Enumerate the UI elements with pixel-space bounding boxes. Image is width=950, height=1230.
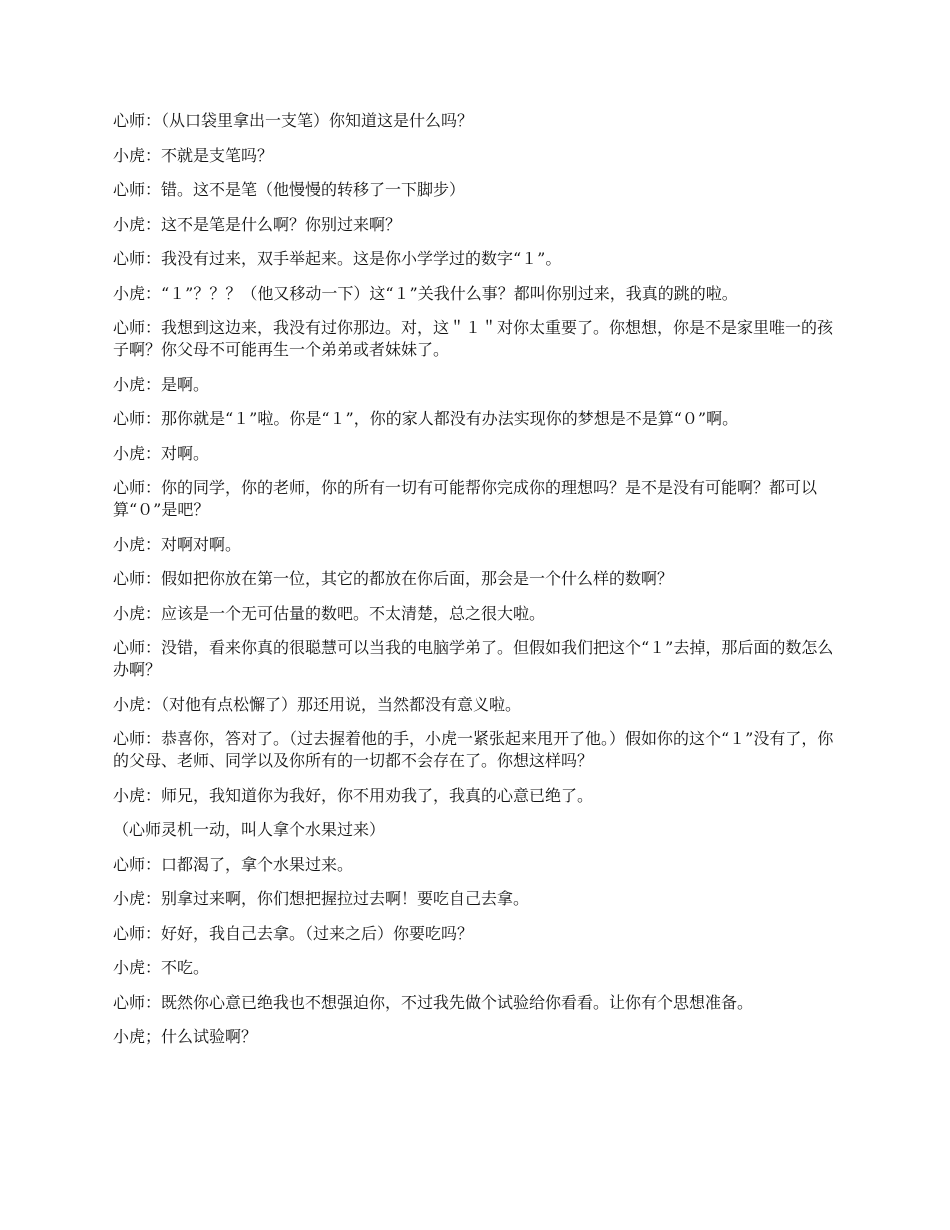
dialogue-line: 心师：既然你心意已绝我也不想强迫你，不过我先做个试验给你看看。让你有个思想准备。 (113, 992, 754, 1012)
dialogue-line: 心师：（从口袋里拿出一支笔）你知道这是什么吗？ (113, 111, 474, 130)
document-page (113, 110, 839, 1061)
dialogue-line: 心师：恭喜你，答对了。（过去握着他的手，小虎一紧张起来甩开了他。）假如你的这个“１”没有了，你的父母、老师、同学以及你所有的一切都不会存在了。你想这样吗？ (113, 729, 834, 770)
dialogue-line: 小虎：“１”？？？（他又移动一下）这“１”关我什么事？都叫你别过来，我真的跳的啦。 (113, 283, 738, 303)
dialogue-line: 心师：好好，我自己去拿。（过来之后）你要吃吗？ (113, 923, 474, 943)
dialogue-line: 小虎：应该是一个无可估量的数吧。不太清楚，总之很大啦。 (113, 603, 546, 623)
dialogue-line: 心师：错。这不是笔（他慢慢的转移了一下脚步） (113, 180, 466, 199)
dialogue-line: 小虎：对啊。 (113, 443, 210, 463)
dialogue-line: 小虎：不吃。 (113, 958, 210, 977)
dialogue-line: 小虎：师兄，我知道你为我好，你不用劝我了，我真的心意已绝了。 (113, 785, 594, 805)
dialogue-line: 小虎：对啊对啊。 (113, 534, 242, 554)
dialogue-line: 小虎：是啊。 (113, 374, 210, 394)
dialogue-line: 心师：你的同学，你的老师，你的所有一切有可能帮你完成你的理想吗？是不是没有可能啊？都可以算“０”是吧？ (113, 478, 818, 519)
dialogue-line: 小虎：别拿过来啊，你们想把握拉过去啊！要吃自己去拿。 (113, 889, 530, 908)
dialogue-line: 心师：假如把你放在第一位，其它的都放在你后面，那会是一个什么样的数啊？ (113, 569, 674, 588)
dialogue-line: 心师：我没有过来，双手举起来。这是你小学学过的数字“１”。 (113, 249, 562, 268)
dialogue-line: 小虎：不就是支笔吗？ (113, 145, 274, 165)
dialogue-line: 心师：那你就是“１”啦。你是“１”，你的家人都没有办法实现你的梦想是不是算“０”啊。 (113, 409, 739, 428)
stage-direction: （心师灵机一动，叫人拿个水果过来） (113, 820, 386, 839)
dialogue-line: 心师：没错，看来你真的很聪慧可以当我的电脑学弟了。但假如我们把这个“１”去掉，那后面的数怎么办啊？ (113, 638, 834, 679)
dialogue-line: 心师：口都渴了，拿个水果过来。 (113, 854, 354, 874)
dialogue-line: 心师：我想到这边来，我没有过你那边。对，这＂１＂对你太重要了。你想想，你是不是家里唯一的孩子啊？你父母不可能再生一个弟弟或者妹妹了。 (113, 318, 834, 359)
dialogue-line: 小虎；什么试验啊？ (113, 1027, 258, 1046)
dialogue-line: 小虎：这不是笔是什么啊？你别过来啊？ (113, 214, 402, 234)
dialogue-line: 小虎：（对他有点松懈了）那还用说，当然都没有意义啦。 (113, 694, 522, 714)
